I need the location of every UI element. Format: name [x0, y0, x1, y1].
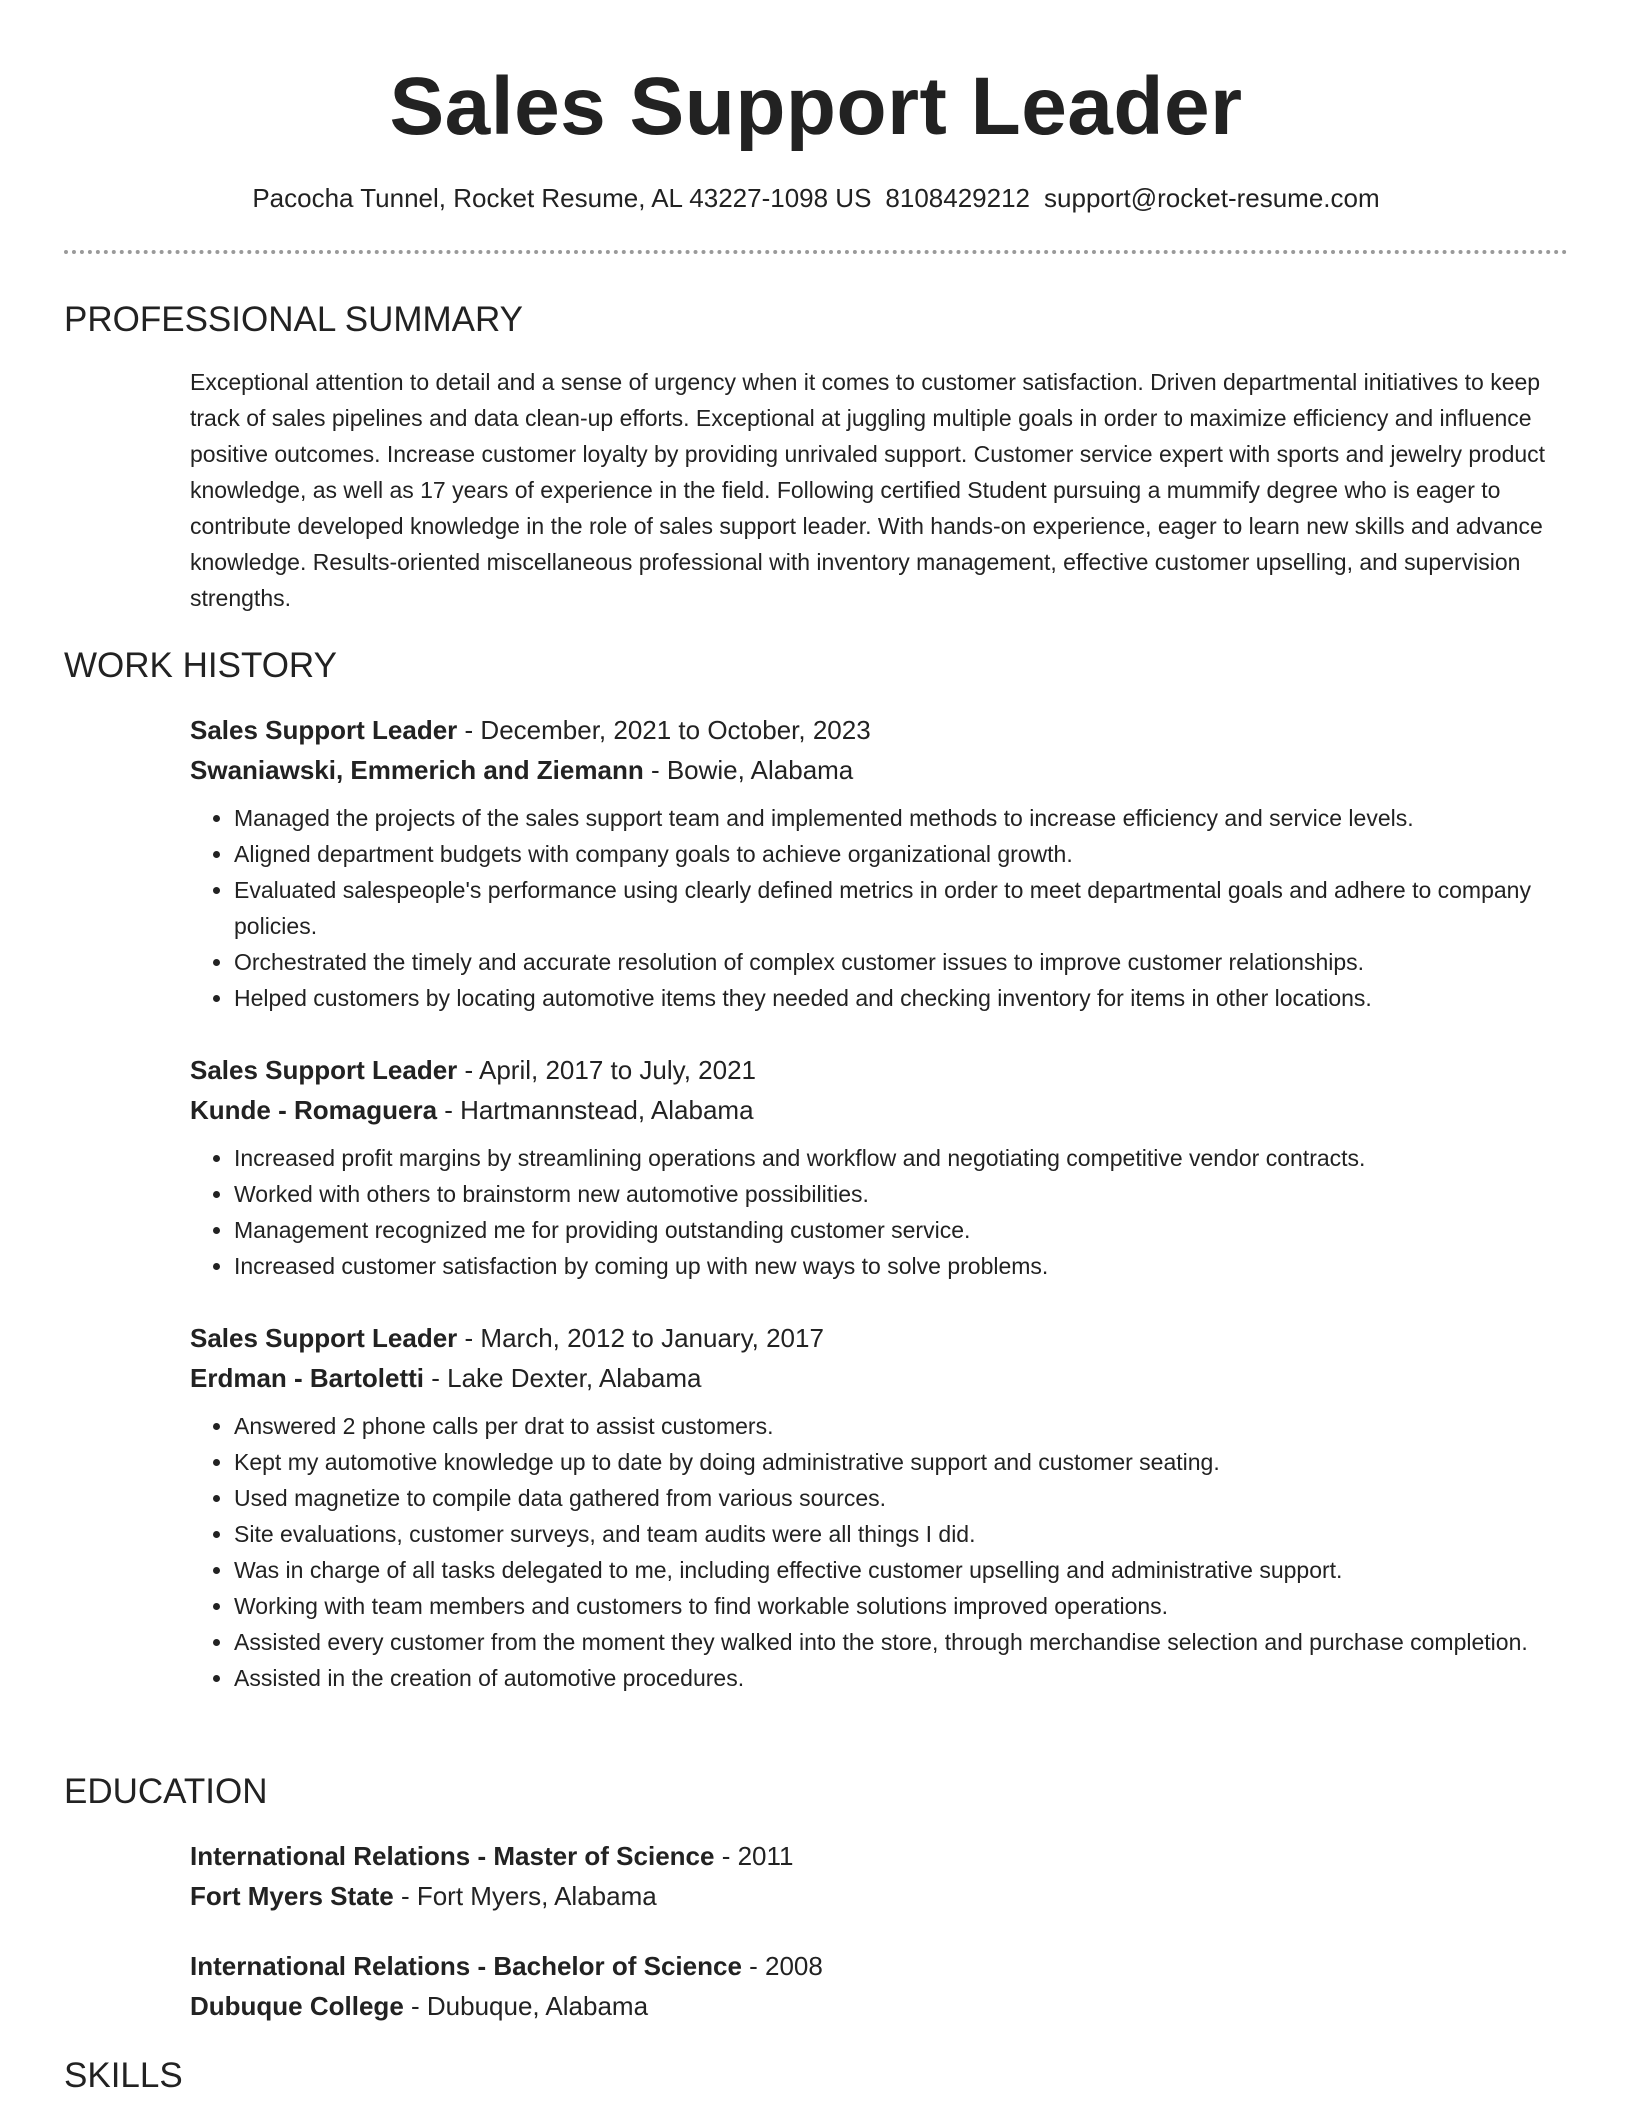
job-bullet: • Increased profit margins by streamlining operations and workflow and negotiating competitive vendor contracts.	[234, 1140, 1580, 1176]
education-entry	[190, 1836, 1580, 1916]
header-divider	[64, 250, 1568, 254]
job-location: - Hartmannstead, Alabama	[437, 1095, 754, 1125]
contact-phone: 8108429212	[885, 183, 1031, 213]
job-company-line	[190, 1358, 1580, 1398]
degree-year: - 2011	[714, 1841, 794, 1871]
work-entry	[190, 710, 1580, 1016]
job-bullets	[190, 1140, 1580, 1284]
job-location: - Lake Dexter, Alabama	[424, 1363, 702, 1393]
degree-line	[190, 1836, 1580, 1876]
job-title: Sales Support Leader	[190, 1323, 458, 1353]
job-bullet: • Worked with others to brainstorm new automotive possibilities.	[234, 1176, 1580, 1212]
job-title: Sales Support Leader	[190, 1055, 458, 1085]
school-location: - Fort Myers, Alabama	[393, 1881, 657, 1911]
school-line	[190, 1986, 1580, 2026]
job-bullet: • Working with team members and customers to find workable solutions improved operations.	[234, 1588, 1580, 1624]
degree: International Relations - Bachelor of Science	[190, 1951, 742, 1981]
education-entry	[190, 1946, 1580, 2026]
job-bullet: • Was in charge of all tasks delegated to me, including effective customer upselling and administrative support.	[234, 1552, 1580, 1588]
school-line	[190, 1876, 1580, 1916]
job-bullet: • Aligned department budgets with company goals to achieve organizational growth.	[234, 836, 1580, 872]
contact-email: support@rocket-resume.com	[1044, 183, 1380, 213]
job-bullets	[190, 800, 1580, 1016]
job-bullet: • Assisted every customer from the moment they walked into the store, through merchandise selection and purchase completion.	[234, 1624, 1580, 1660]
job-company: Kunde - Romaguera	[190, 1095, 438, 1125]
job-bullet: • Increased customer satisfaction by coming up with new ways to solve problems.	[234, 1248, 1580, 1284]
job-title: Sales Support Leader	[190, 715, 458, 745]
job-bullet: • Assisted in the creation of automotive procedures.	[234, 1660, 1580, 1696]
job-bullet: • Evaluated salespeople's performance using clearly defined metrics in order to meet departmental goals and adhere to company policies.	[234, 872, 1580, 944]
contact-line	[0, 178, 1632, 218]
skills-heading: SKILLS	[64, 2056, 183, 2095]
job-bullet: • Kept my automotive knowledge up to date by doing administrative support and customer seating.	[234, 1444, 1580, 1480]
job-bullet: • Answered 2 phone calls per drat to assist customers.	[234, 1408, 1580, 1444]
resume-name: Sales Support Leader	[389, 61, 1243, 152]
job-bullet: • Helped customers by locating automotive items they needed and checking inventory for items in other locations.	[234, 980, 1580, 1016]
summary-heading: PROFESSIONAL SUMMARY	[64, 300, 523, 339]
work-entry	[190, 1050, 1580, 1284]
job-title-line	[190, 1318, 1580, 1358]
job-company: Swaniawski, Emmerich and Ziemann	[190, 755, 644, 785]
job-company: Erdman - Bartoletti	[190, 1363, 425, 1393]
education-heading: EDUCATION	[64, 1772, 268, 1811]
work-entry	[190, 1318, 1580, 1696]
job-title-line	[190, 1050, 1580, 1090]
job-dates: - December, 2021 to October, 2023	[457, 715, 871, 745]
school-location: - Dubuque, Alabama	[403, 1991, 649, 2021]
job-company-line	[190, 1090, 1580, 1130]
school: Fort Myers State	[190, 1881, 394, 1911]
work-history-heading: WORK HISTORY	[64, 646, 337, 685]
degree-year: - 2008	[741, 1951, 823, 1981]
summary-text: Exceptional attention to detail and a sense of urgency when it comes to customer satisfaction. Driven departmental initiatives to keep track of sales pipelines and data clean-up efforts. Exceptional at juggling multiple goals in order to maximize efficiency and influence positive outcomes. Increase customer loyalty by providing unrivaled support. Customer service expert with sports and jewelry product knowledge, as well as 17 years of experience in the field. Following certified Student pursuing a mummify degree who is eager to contribute developed knowledge in the role of sales support leader. With hands-on experience, eager to learn new skills and advance knowledge. Results-oriented miscellaneous professional with inventory management, effective customer upselling, and supervision strengths.	[190, 369, 1546, 611]
job-bullet: • Managed the projects of the sales support team and implemented methods to increase efficiency and service levels.	[234, 800, 1580, 836]
degree-line	[190, 1946, 1580, 1986]
school: Dubuque College	[190, 1991, 404, 2021]
job-bullet: • Site evaluations, customer surveys, and team audits were all things I did.	[234, 1516, 1580, 1552]
degree: International Relations - Master of Science	[190, 1841, 715, 1871]
job-company-line	[190, 750, 1580, 790]
job-bullet: • Management recognized me for providing outstanding customer service.	[234, 1212, 1580, 1248]
job-dates: - April, 2017 to July, 2021	[457, 1055, 757, 1085]
job-bullet: • Used magnetize to compile data gathered from various sources.	[234, 1480, 1580, 1516]
contact-address: Pacocha Tunnel, Rocket Resume, AL 43227-1098 US	[252, 183, 872, 213]
job-bullet: • Orchestrated the timely and accurate resolution of complex customer issues to improve customer relationships.	[234, 944, 1580, 980]
job-location: - Bowie, Alabama	[643, 755, 854, 785]
job-dates: - March, 2012 to January, 2017	[457, 1323, 824, 1353]
job-title-line	[190, 710, 1580, 750]
job-bullets	[190, 1408, 1580, 1696]
